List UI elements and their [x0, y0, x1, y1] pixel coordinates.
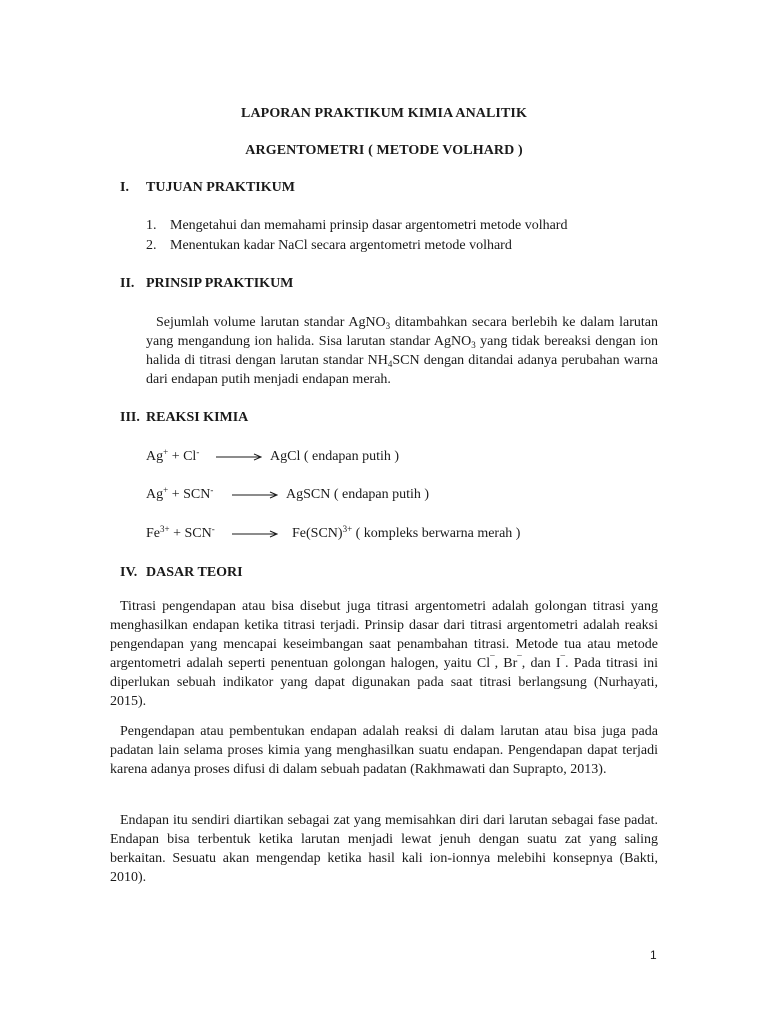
section-numeral: IV. — [120, 565, 138, 580]
principle-text: ditambahkan secara berlebih ke dalam larutan yang mengandung ion halida. Sisa larutan standar AgNO — [146, 315, 659, 349]
superscript: - — [196, 447, 200, 457]
page-number: 1 — [650, 948, 657, 962]
subscript: 3 — [385, 321, 391, 331]
section-heading-reaksi — [120, 410, 248, 426]
product — [270, 449, 399, 465]
list-text: Mengetahui dan memahami prinsip dasar argentometri metode volhard — [170, 218, 568, 233]
section-numeral: III. — [120, 410, 140, 425]
reaction-equation — [146, 487, 566, 507]
reaction-arrow-icon — [232, 530, 278, 538]
reactant: + SCN — [169, 526, 212, 541]
theory-paragraph: Endapan itu sendiri diartikan sebagai zat yang memisahkan diri dari larutan sebagai fase padat. Endapan bisa terbentuk ketika larutan menjadi lewat jenuh dengan suatu zat yang saling berkaitan. Sesuatu akan mengendap ketika hasil kali ion-ionnya melebihi konsepnya (Bakti, 2010). — [110, 813, 658, 885]
reactant: Ag — [146, 449, 164, 464]
superscript: + — [163, 485, 169, 495]
theory-paragraph — [110, 597, 658, 711]
theory-text: Titrasi pengendapan atau bisa disebut juga titrasi argentometri adalah golongan titrasi yang menghasilkan endapan ketika titrasi terjadi. Prinsip dasar dari titrasi argentometri adalah reaksi pengendapan yang mencapai keseimbangan saat penambahan titrasi. Metode tua atau metode argentometri adalah seperti penentuan golongan halogen, yaitu Cl — [110, 599, 658, 671]
superscript: ¯ — [490, 654, 495, 664]
section-title: PRINSIP PRAKTIKUM — [146, 276, 294, 291]
principle-text: Sejumlah volume larutan standar AgNO — [156, 315, 386, 330]
product-text: Fe(SCN) — [292, 526, 343, 541]
section-heading-prinsip — [120, 276, 293, 292]
product-note: ( kompleks berwarna merah ) — [352, 526, 521, 541]
superscript: + — [163, 447, 169, 457]
subscript: 3 — [471, 340, 476, 350]
reactant: Fe — [146, 526, 160, 541]
reactants — [146, 487, 213, 503]
superscript: ¯ — [560, 654, 566, 664]
list-number: 1. — [146, 218, 157, 233]
theory-text: . Pada titrasi ini diperlukan sebuah indikator yang dapat digunakan pada saat titrasi berlangsung (Nurhayati, 2015). — [110, 656, 658, 709]
section-title: TUJUAN PRAKTIKUM — [146, 180, 295, 195]
section-title: REAKSI KIMIA — [146, 410, 249, 425]
reaction-arrow-icon — [216, 453, 262, 461]
product — [286, 487, 429, 503]
superscript: ¯ — [517, 654, 522, 664]
list-item — [146, 218, 567, 234]
superscript: 3+ — [160, 524, 170, 534]
report-title: LAPORAN PRAKTIKUM KIMIA ANALITIK — [241, 106, 527, 121]
section-numeral: I. — [120, 180, 129, 195]
theory-text: , dan I — [521, 656, 561, 671]
section-numeral: II. — [120, 276, 135, 291]
reactant: + SCN — [168, 487, 211, 502]
section-title: DASAR TEORI — [146, 565, 243, 580]
reactants — [146, 449, 199, 465]
section-heading-dasar-teori — [120, 565, 243, 581]
reactant: Ag — [146, 487, 164, 502]
reaction-arrow-icon — [232, 491, 278, 499]
product — [292, 526, 520, 542]
section-heading-tujuan — [120, 180, 295, 196]
reaction-equation — [146, 526, 586, 546]
reaction-equation — [146, 449, 566, 469]
theory-paragraph: Pengendapan atau pembentukan endapan adalah reaksi di dalam larutan atau bisa juga pada padatan lain selama proses kimia yang menghasilkan suatu endapan. Pengendapan dapat terjadi karena adanya proses difusi di dalam sebuah padatan (Rakhmawati dan Suprapto, 2013). — [110, 724, 658, 777]
superscript: 3+ — [342, 524, 353, 534]
list-text: Menentukan kadar NaCl secara argentometri metode volhard — [170, 238, 512, 253]
superscript: - — [211, 524, 215, 534]
report-subtitle: ARGENTOMETRI ( METODE VOLHARD ) — [245, 143, 523, 158]
reactants — [146, 526, 215, 542]
principle-paragraph — [146, 313, 658, 389]
product-text: AgCl ( endapan putih ) — [270, 449, 400, 464]
theory-text: , Br — [494, 656, 518, 671]
subscript: 4 — [387, 359, 393, 369]
list-number: 2. — [146, 238, 157, 253]
principle-text: yang tidak bereaksi dengan ion halida di titrasi dengan larutan standar NH — [146, 334, 658, 368]
reactant: + Cl — [168, 449, 197, 464]
superscript: - — [210, 485, 214, 495]
principle-text: SCN dengan ditandai adanya perubahan warna dari endapan putih menjadi endapan merah. — [146, 353, 659, 387]
product-text: AgSCN ( endapan putih ) — [286, 487, 430, 502]
list-item — [146, 238, 512, 254]
